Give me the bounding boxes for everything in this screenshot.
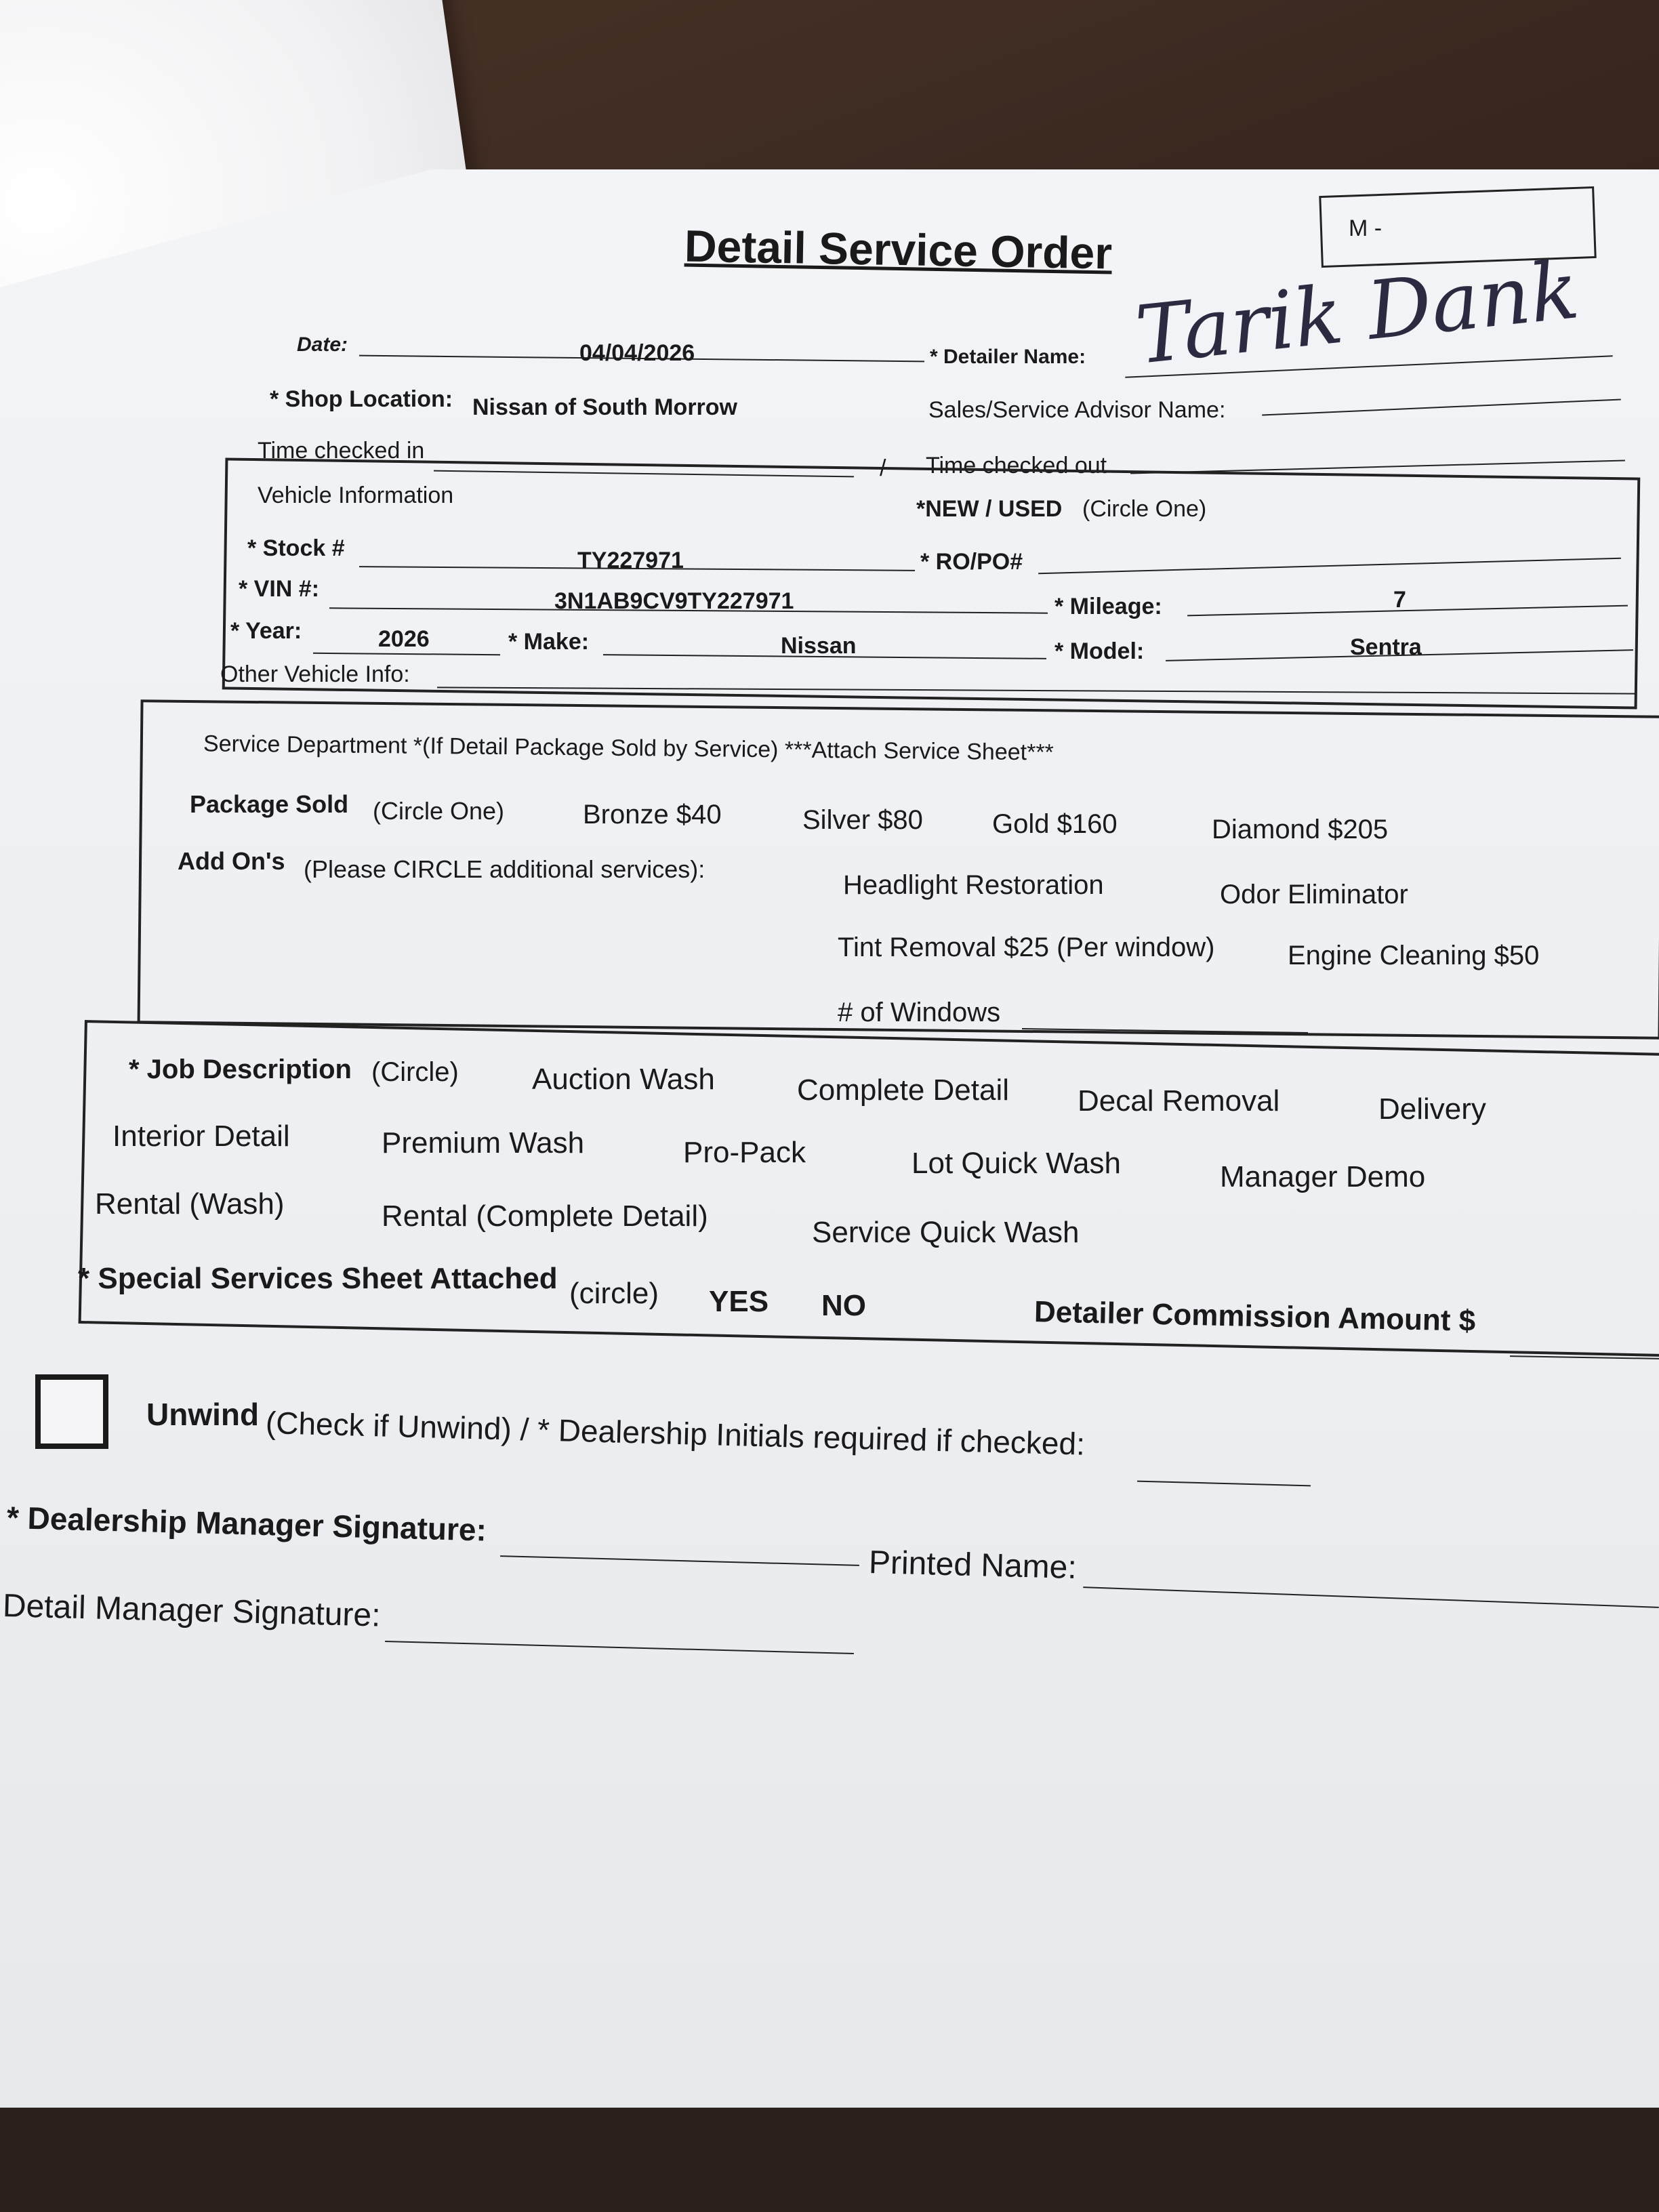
unwind-label: Unwind — [146, 1397, 260, 1432]
special-no-option[interactable]: NO — [821, 1289, 866, 1322]
printed-name-label: Printed Name: — [868, 1544, 1078, 1586]
form-number-label: M - — [1349, 216, 1382, 241]
job-option-rental-complete-detail[interactable]: Rental (Complete Detail) — [382, 1200, 708, 1233]
date-value: 04/04/2026 — [579, 340, 695, 366]
new-used-note: (Circle One) — [1082, 496, 1207, 522]
service-header: Service Department *(If Detail Package Sold by Service) ***Attach Service Sheet*** — [203, 731, 1054, 766]
addon-tint-removal[interactable]: Tint Removal $25 (Per window) — [838, 933, 1215, 962]
model-label: * Model: — [1054, 638, 1145, 664]
addon-odor-eliminator[interactable]: Odor Eliminator — [1220, 880, 1408, 909]
ro-po-label: * RO/PO# — [920, 549, 1023, 575]
time-in-label: Time checked in — [258, 438, 425, 464]
job-option-lot-quick-wash[interactable]: Lot Quick Wash — [912, 1147, 1121, 1180]
job-option-manager-demo[interactable]: Manager Demo — [1220, 1160, 1426, 1193]
time-slash: / — [880, 455, 886, 481]
addons-label: Add On's — [178, 847, 285, 875]
manager-signature-label: * Dealership Manager Signature: — [6, 1500, 487, 1548]
job-option-decal-removal[interactable]: Decal Removal — [1078, 1084, 1280, 1118]
detailer-signature: Tarik Dank — [1131, 243, 1583, 382]
stock-value: TY227971 — [577, 548, 684, 573]
job-description-label: * Job Description — [129, 1054, 352, 1084]
special-services-note: (circle) — [569, 1277, 659, 1310]
addon-engine-cleaning[interactable]: Engine Cleaning $50 — [1288, 941, 1540, 970]
year-label: * Year: — [230, 618, 302, 644]
package-option-diamond[interactable]: Diamond $205 — [1212, 815, 1389, 844]
job-option-pro-pack[interactable]: Pro-Pack — [683, 1136, 806, 1169]
vehicle-section-label: Vehicle Information — [258, 483, 454, 508]
date-label: Date: — [297, 333, 348, 356]
form-title: Detail Service Order — [684, 220, 1113, 279]
advisor-label: Sales/Service Advisor Name: — [928, 397, 1226, 423]
job-option-complete-detail[interactable]: Complete Detail — [797, 1073, 1010, 1107]
job-option-service-quick-wash[interactable]: Service Quick Wash — [812, 1216, 1080, 1249]
job-option-rental-wash[interactable]: Rental (Wash) — [95, 1187, 285, 1221]
package-option-bronze[interactable]: Bronze $40 — [583, 800, 722, 830]
detailer-name-label: * Detailer Name: — [930, 346, 1086, 368]
vin-value: 3N1AB9CV9TY227971 — [554, 588, 794, 614]
addons-note: (Please CIRCLE additional services): — [304, 855, 705, 883]
job-option-premium-wash[interactable]: Premium Wash — [382, 1126, 585, 1160]
new-used-label: *NEW / USED — [916, 496, 1063, 522]
make-value: Nissan — [781, 633, 857, 659]
make-label: * Make: — [508, 629, 590, 655]
mileage-label: * Mileage: — [1054, 594, 1162, 619]
job-option-interior-detail[interactable]: Interior Detail — [112, 1120, 290, 1153]
table-edge-bottom — [0, 2108, 1659, 2212]
special-services-label: * Special Services Sheet Attached — [78, 1262, 558, 1295]
time-out-label: Time checked out — [926, 453, 1107, 478]
package-note: (Circle One) — [373, 797, 505, 825]
other-info-label: Other Vehicle Info: — [220, 661, 410, 687]
windows-label: # of Windows — [838, 998, 1001, 1027]
package-option-silver[interactable]: Silver $80 — [802, 805, 923, 835]
addon-headlight-restoration[interactable]: Headlight Restoration — [843, 870, 1104, 900]
vin-label: * VIN #: — [239, 576, 320, 602]
year-value: 2026 — [378, 626, 430, 652]
unwind-note: (Check if Unwind) / * Dealership Initials required if checked: — [265, 1405, 1086, 1462]
package-option-gold[interactable]: Gold $160 — [992, 809, 1118, 839]
job-option-delivery[interactable]: Delivery — [1378, 1092, 1486, 1126]
shop-location-label: * Shop Location: — [270, 386, 453, 412]
shop-location-value: Nissan of South Morrow — [472, 394, 737, 420]
model-value: Sentra — [1350, 634, 1422, 660]
package-label: Package Sold — [190, 790, 349, 818]
detail-manager-signature-label: Detail Manager Signature: — [2, 1588, 382, 1634]
special-yes-option[interactable]: YES — [709, 1285, 769, 1318]
mileage-value: 7 — [1393, 587, 1406, 613]
stock-label: * Stock # — [247, 535, 345, 561]
unwind-checkbox[interactable] — [35, 1374, 108, 1449]
job-description-note: (Circle) — [371, 1057, 459, 1087]
job-option-auction-wash[interactable]: Auction Wash — [532, 1063, 715, 1096]
commission-label: Detailer Commission Amount $ — [1033, 1295, 1476, 1338]
